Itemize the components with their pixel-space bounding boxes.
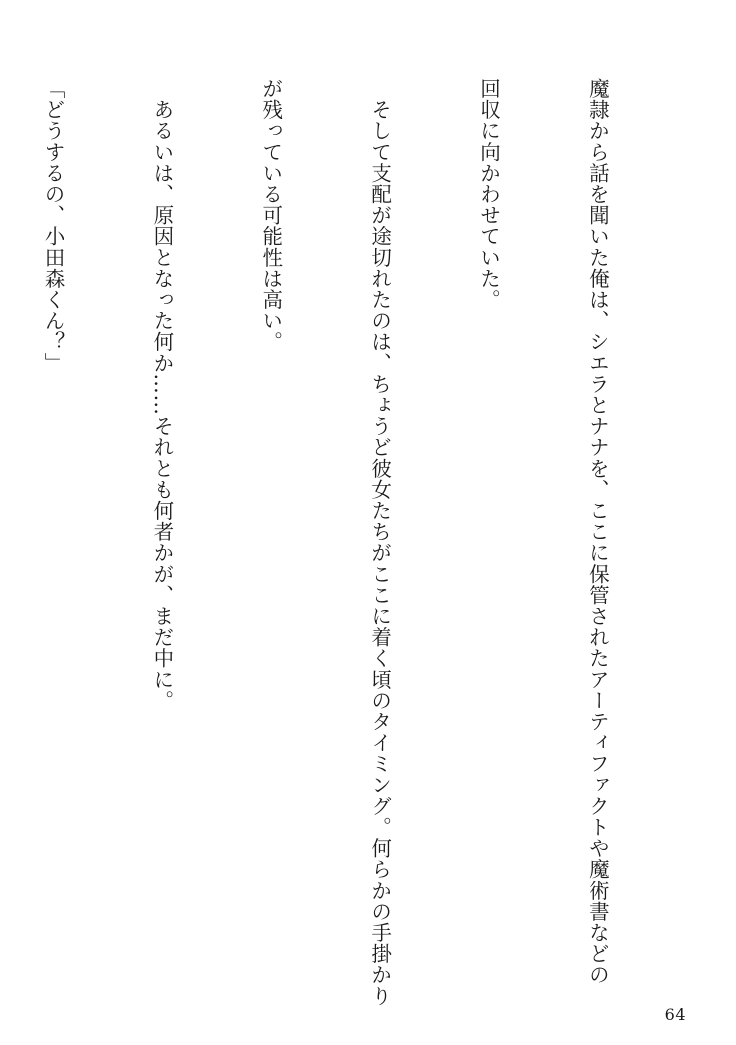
paragraph: あるいは、原因となった何か……それとも何者かが、まだ中に。 (149, 78, 174, 711)
paragraph: が残っている可能性は高い。 (258, 78, 283, 353)
paragraph: 回収に向かわせていた。 (476, 78, 501, 311)
page-number: 64 (664, 1005, 686, 1024)
vertical-text-body (0, 78, 688, 1007)
paragraph: そして支配が途切れたのは、ちょうど彼女たちがここに着く頃のタイミング。何らかの手掛かり (367, 78, 392, 1007)
paragraph: 魔隷から話を聞いた俺は、シエラとナナを、ここに保管されたアーティファクトや魔術書などの (585, 78, 610, 986)
dialogue-line: 「どうするの、小田森くん？」 (40, 78, 65, 374)
